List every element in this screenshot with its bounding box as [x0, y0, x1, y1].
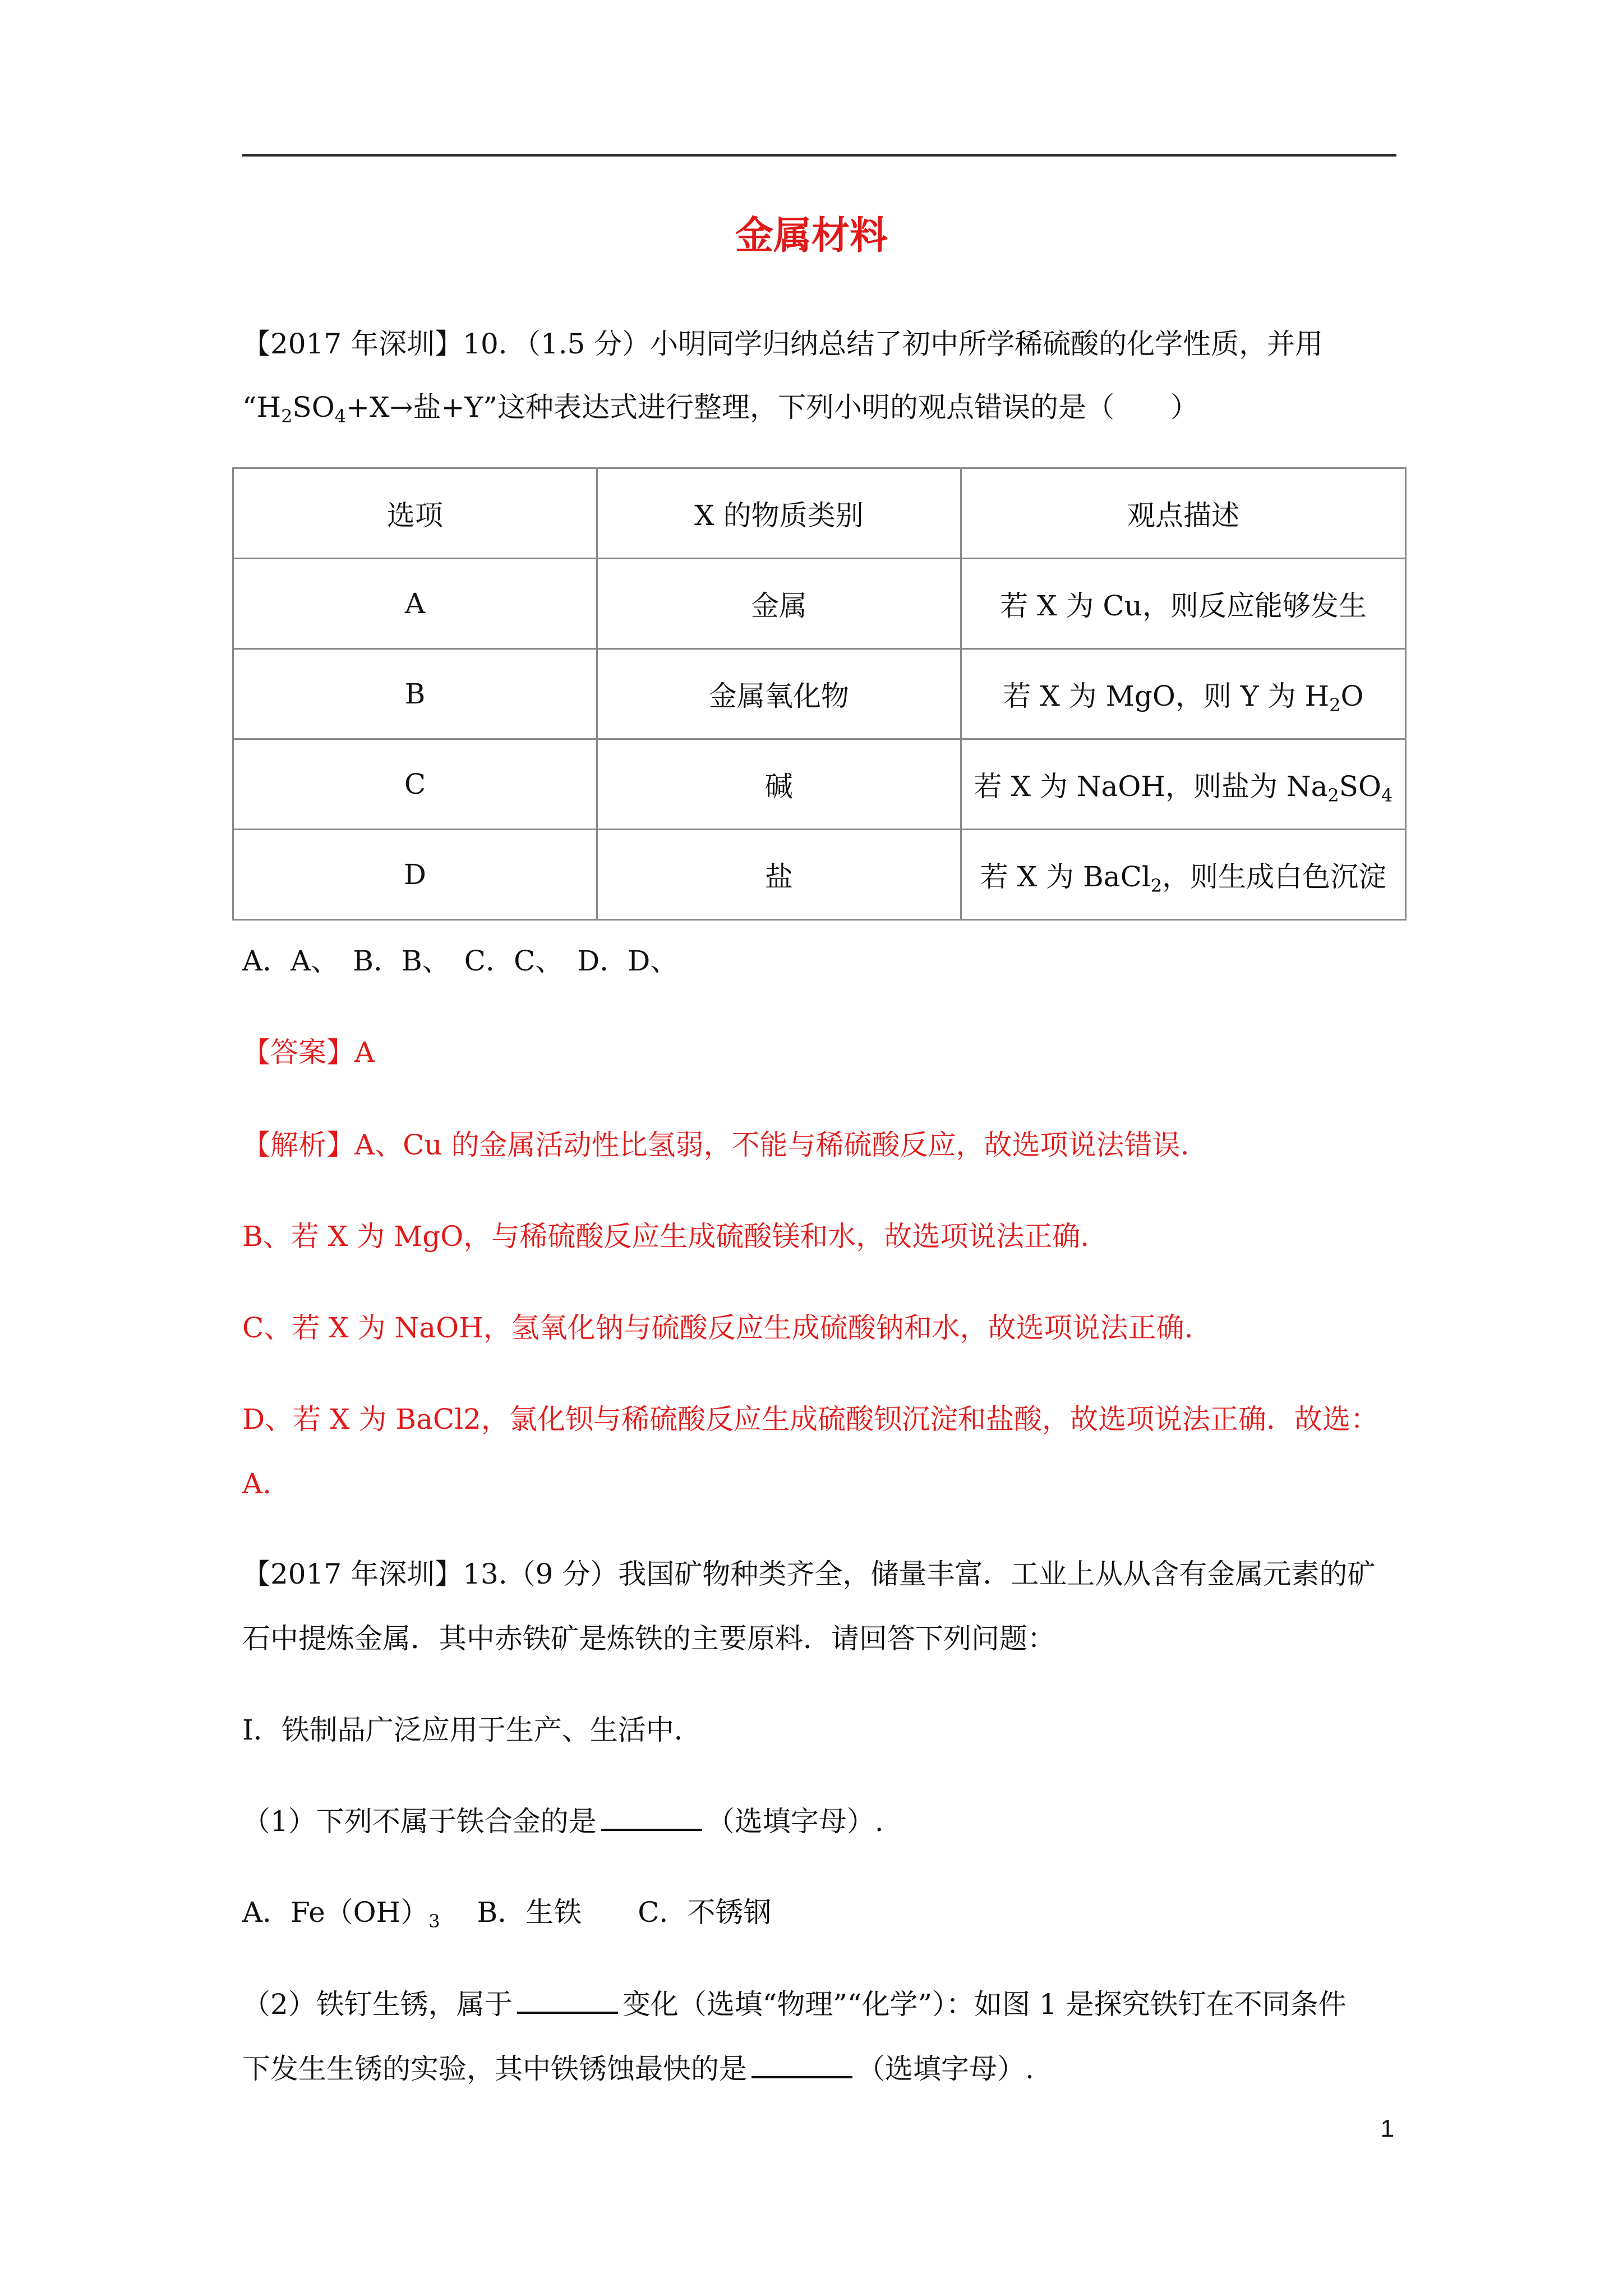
q13-sub1: （1）下列不属于铁合金的是 （选填字母）. — [242, 1805, 884, 1838]
q10-answer: 【答案】A — [242, 1036, 375, 1069]
table-cell-type: 金属 — [597, 559, 961, 649]
table-cell-option: C — [233, 739, 597, 830]
q10-analysis-line: D、若 X 为 BaCl2，氯化钡与稀硫酸反应生成硫酸钡沉淀和盐酸，故选项说法正确．故选： — [242, 1403, 1378, 1435]
table-header-row — [233, 468, 1406, 559]
answer-blank[interactable] — [601, 1804, 702, 1831]
answer-blank[interactable] — [517, 1987, 618, 2014]
table-row — [233, 830, 1406, 920]
q13-sub2-line2: 下发生生锈的实验，其中铁锈蚀最快的是 （选填字母）. — [242, 2053, 1034, 2085]
table-row — [233, 739, 1406, 830]
q13-stem-line2: 石中提炼金属．其中赤铁矿是炼铁的主要原料．请回答下列问题： — [242, 1622, 1055, 1655]
table-cell-type: 盐 — [597, 830, 961, 920]
q13-choices1: A．$Fe(OH)_3$ B．生铁 C．不锈钢 — [242, 1896, 772, 1932]
table-header-cell: 选项 — [233, 468, 597, 559]
table-row — [233, 649, 1406, 739]
q10-choices: A．A、 B．B、 C．C、 D．D、 — [242, 945, 679, 977]
q10-analysis-line: 【解析】A、Cu 的金属活动性比氢弱，不能与稀硫酸反应，故选项说法错误. — [242, 1129, 1189, 1161]
table-cell-desc: 若 X 为 Cu，则反应能够发生 — [961, 559, 1405, 649]
q10-stem-line2: “$H_2SO_4+X\to$盐+Y”这种表达式进行整理，下列小明的观点错误的是（ ） — [242, 391, 1198, 427]
q10-stem-line1: 【2017 年深圳】10．（1.5 分）小明同学归纳总结了初中所学稀硫酸的化学性质，并用 — [242, 328, 1324, 360]
table-cell-type: 碱 — [597, 739, 961, 830]
page-number: 1 — [1380, 2115, 1394, 2142]
q13-sub2-line1: （2）铁钉生锈，属于 变化（选填“物理”“化学”）：如图 1 是探究铁钉在不同条件 — [242, 1988, 1347, 2021]
table-cell-option: D — [233, 830, 597, 920]
options-table — [232, 467, 1407, 921]
table-cell-option: B — [233, 649, 597, 739]
table-cell-desc: 若 X 为 MgO，则 Y 为 $H_2O$ — [961, 649, 1405, 739]
answer-blank[interactable] — [751, 2051, 852, 2078]
q13-stem-line1: 【2017 年深圳】13.（9 分）我国矿物种类齐全，储量丰富．工业上从从含有金属元素的矿 — [242, 1558, 1376, 1590]
table-cell-desc: 若 X 为 BaCl$_2$，则生成白色沉淀 — [961, 830, 1405, 920]
table-row — [233, 559, 1406, 649]
page-title: 金属材料 — [735, 213, 888, 258]
table-header-cell: 观点描述 — [961, 468, 1405, 559]
q10-analysis-line: B、若 X 为 MgO，与稀硫酸反应生成硫酸镁和水，故选项说法正确. — [242, 1220, 1090, 1253]
table-header-cell: X 的物质类别 — [597, 468, 961, 559]
header-rule — [242, 154, 1396, 157]
table-cell-desc: 若 X 为 NaOH，则盐为 $Na_2SO_4$ — [961, 739, 1405, 830]
q13-section-title: I．铁制品广泛应用于生产、生活中． — [242, 1714, 702, 1746]
q10-analysis-line: C、若 X 为 NaOH，氢氧化钠与硫酸反应生成硫酸钠和水，故选项说法正确. — [242, 1312, 1193, 1344]
table-cell-option: A — [233, 559, 597, 649]
table-cell-type: 金属氧化物 — [597, 649, 961, 739]
q10-analysis-line: A. — [242, 1467, 272, 1500]
